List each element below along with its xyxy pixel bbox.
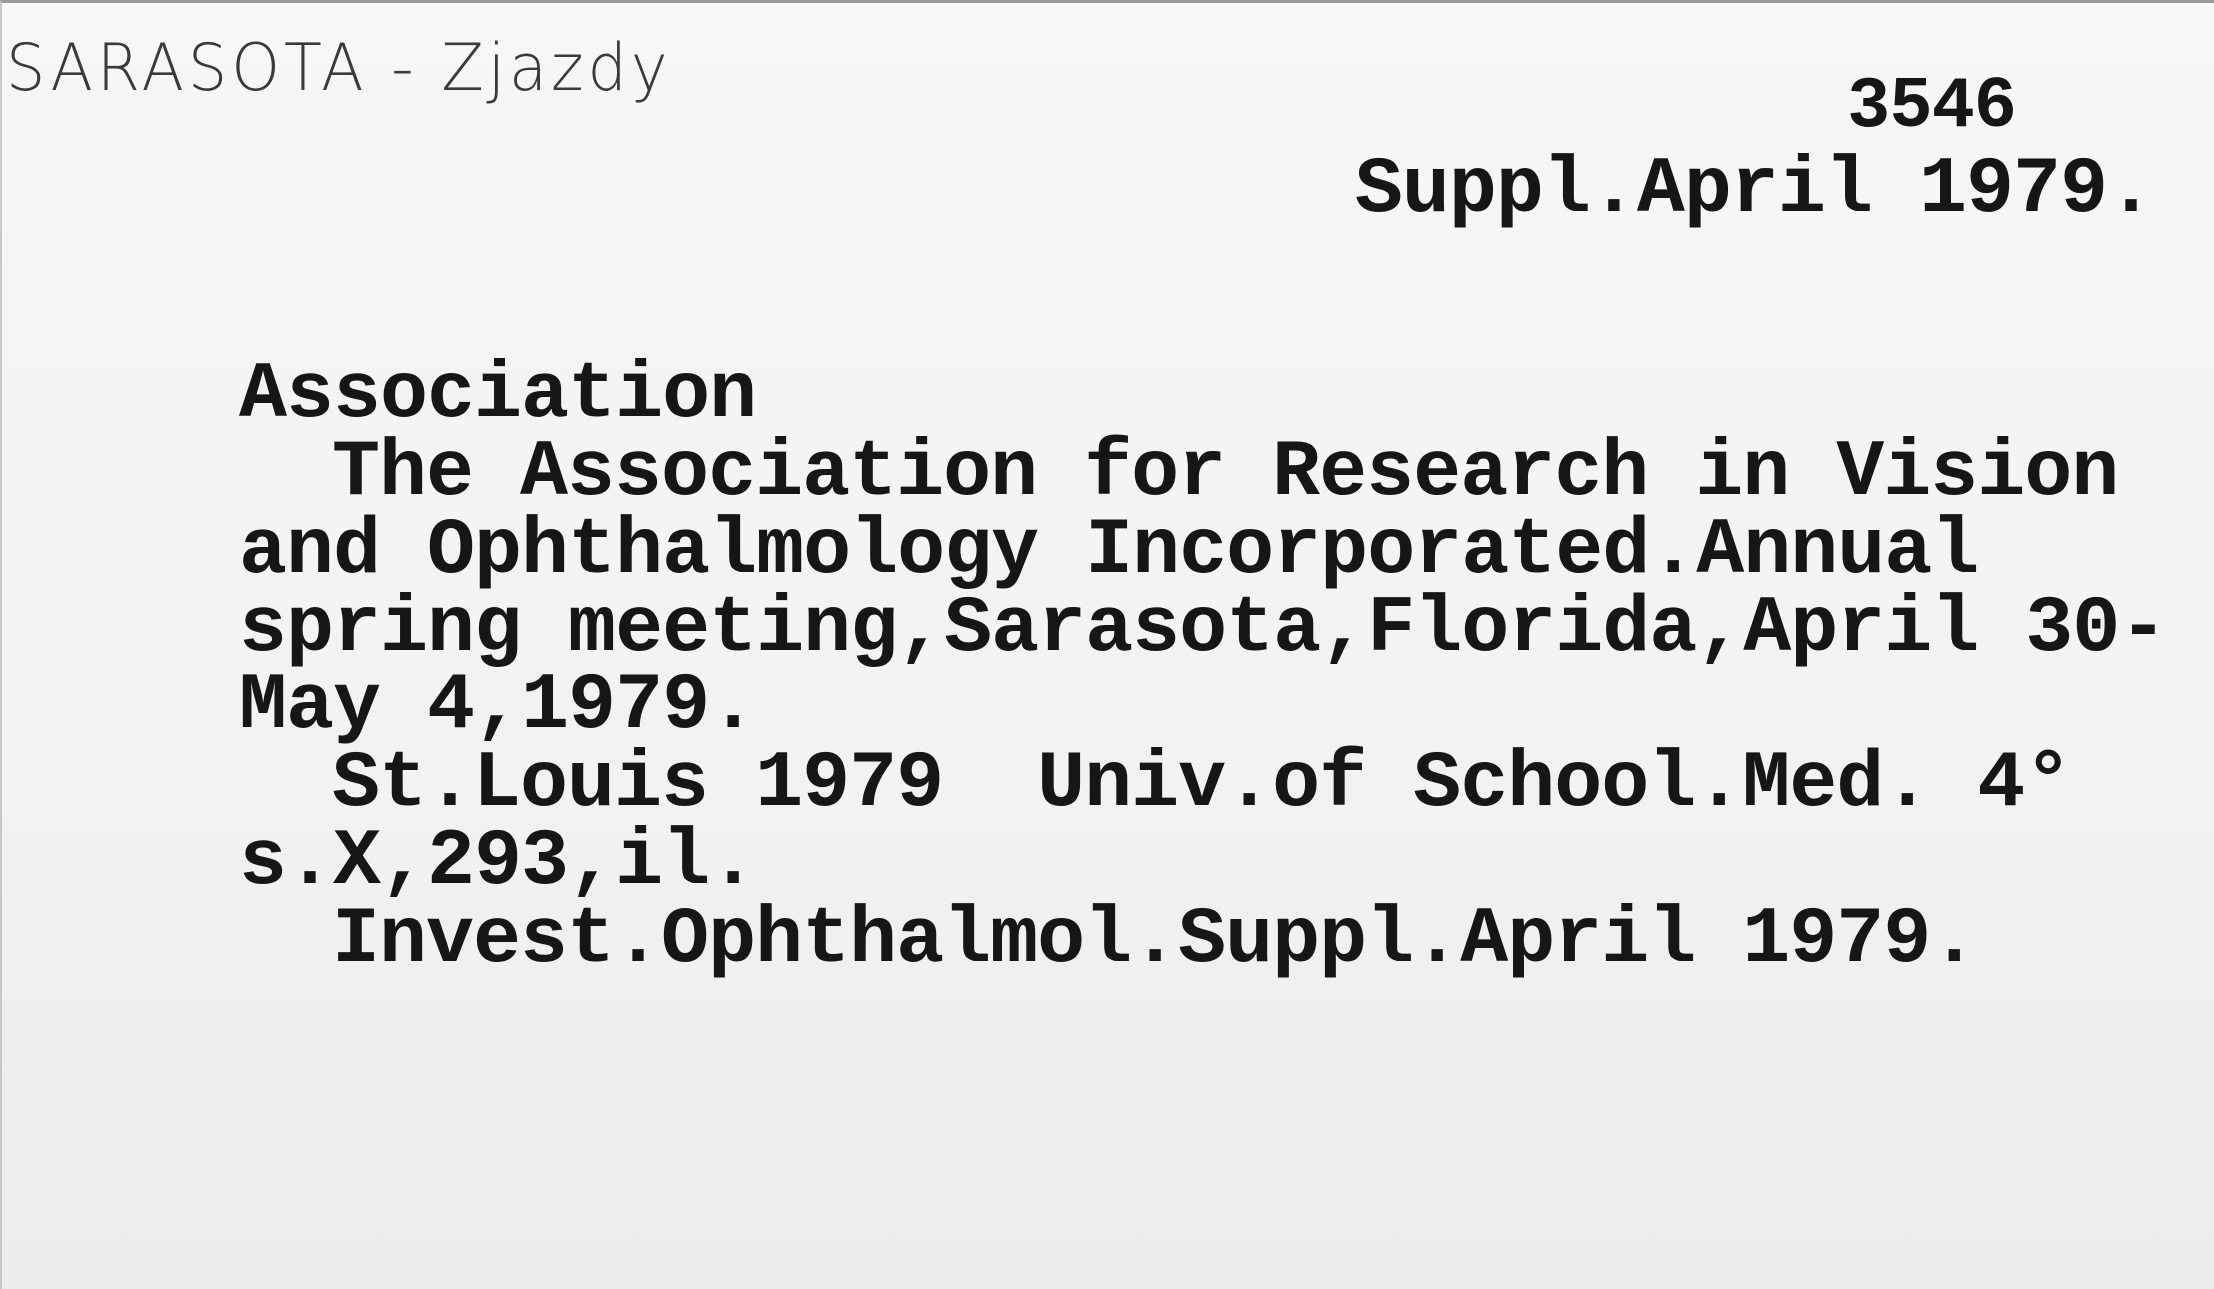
entry-title-line: spring meeting,Sarasota,Florida,April 30-	[239, 584, 2167, 675]
imprint-line: St.Louis 1979 Univ.of School.Med. 4°	[332, 739, 2072, 830]
entry-heading: Association	[239, 350, 757, 441]
entry-title-line: May 4,1979.	[239, 661, 757, 752]
entry-title-line: and Ophthalmology Incorporated.Annual	[239, 506, 1979, 597]
collation-line: s.X,293,il.	[239, 817, 757, 908]
series-line: Invest.Ophthalmol.Suppl.April 1979.	[332, 895, 1978, 986]
series-note: Suppl.April 1979.	[1354, 145, 2154, 236]
handwritten-subject-heading: SARASOTA - Zjazdy	[6, 29, 672, 106]
call-number: 3546	[1847, 66, 2016, 148]
entry-title-line: The Association for Research in Vision	[332, 428, 2119, 519]
